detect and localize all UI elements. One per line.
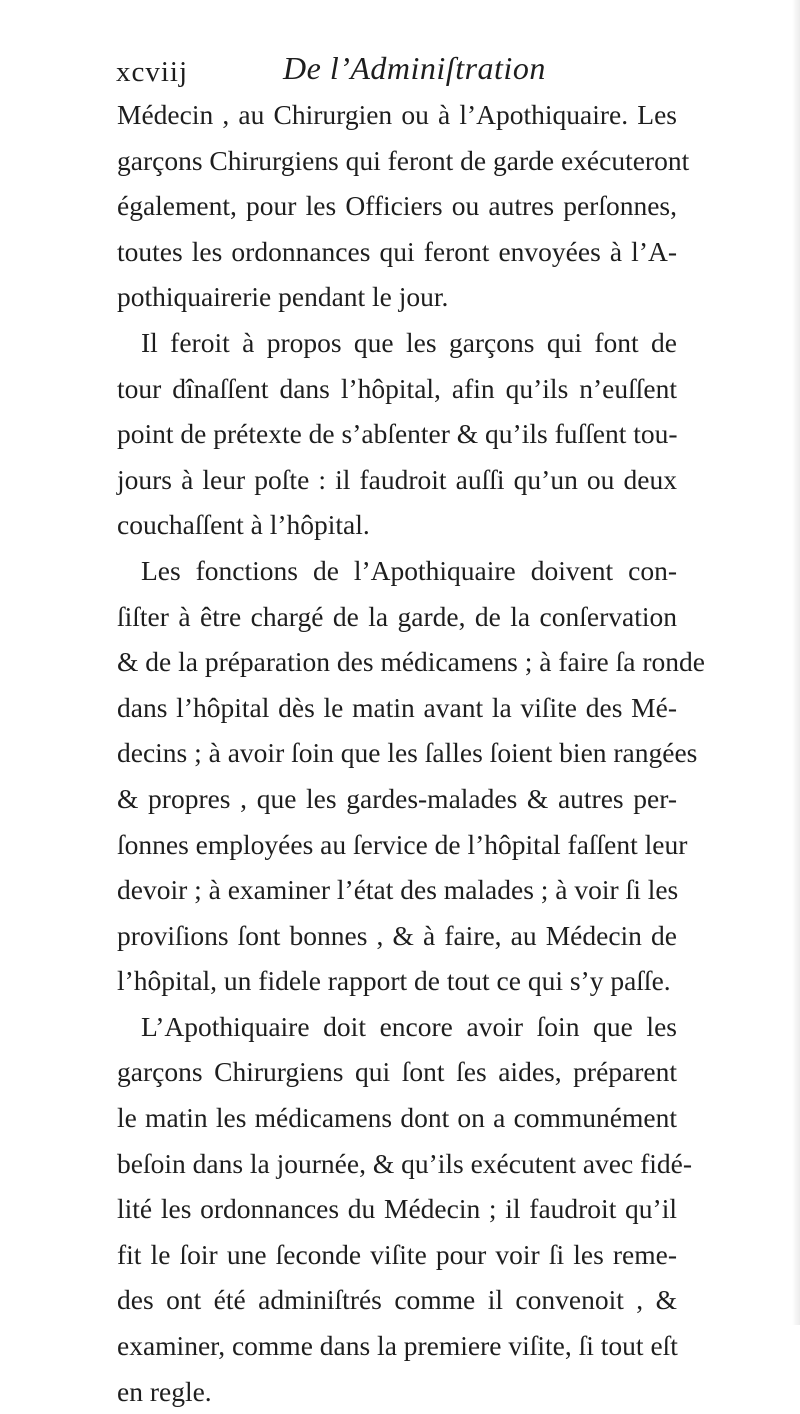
text-line: pothiquairerie pendant le jour.: [117, 281, 449, 313]
text-line: beſoin dans la journée, & qu’ils exécutent avec fidé-: [117, 1147, 692, 1179]
text-line: Les fonctions de l’Apothiquaire doivent con-: [141, 554, 677, 586]
text-line: toutes les ordonnances qui feront envoyées à l’A-: [117, 235, 677, 267]
text-line: couchaſſent à l’hôpital.: [117, 509, 370, 541]
text-line: garçons Chirurgiens qui ſont ſes aides, préparent: [117, 1056, 677, 1088]
text-line: lité les ordonnances du Médecin ; il faudroit qu’il: [117, 1193, 677, 1225]
page-number: xcviij: [116, 56, 189, 88]
body-text: [117, 92, 705, 1414]
text-line: ſonnes employées au ſervice de l’hôpital faſſent leur: [117, 828, 688, 860]
text-line: Il feroit à propos que les garçons qui font de: [141, 326, 677, 358]
text-line: des ont été adminiſtrés comme il convenoit , &: [117, 1284, 677, 1316]
text-line: garçons Chirurgiens qui feront de garde exécuteront: [117, 144, 690, 176]
text-line: decins ; à avoir ſoin que les ſalles ſoient bien rangées: [117, 737, 698, 769]
page-edge-shadow: [792, 0, 800, 1325]
text-line: devoir ; à examiner l’état des malades ; à voir ſi les: [117, 874, 679, 906]
text-line: jours à leur poſte : il faudroit auſſi qu’un ou deux: [117, 463, 677, 495]
text-line: examiner, comme dans la premiere viſite, ſi tout eſt: [117, 1330, 678, 1362]
text-line: le matin les médicamens dont on a communément: [117, 1102, 677, 1134]
text-line: en regle.: [117, 1375, 212, 1407]
running-title: De l’Adminiſtration: [283, 50, 546, 86]
text-line: dans l’hôpital dès le matin avant la viſite des Mé-: [117, 691, 677, 723]
text-line: tour dînaſſent dans l’hôpital, afin qu’ils n’euſſent: [117, 372, 677, 404]
text-line: proviſions ſont bonnes , & à faire, au Médecin de: [117, 919, 677, 951]
text-line: point de prétexte de s’abſenter & qu’ils fuſſent tou-: [117, 418, 678, 450]
text-line: ſiſter à être chargé de la garde, de la conſervation: [117, 600, 677, 632]
text-line: l’hôpital, un fidele rapport de tout ce qui s’y paſſe.: [117, 965, 671, 997]
text-line: fit le ſoir une ſeconde viſite pour voir ſi les reme-: [117, 1238, 677, 1270]
text-line: & propres , que les gardes-malades & autres per-: [117, 782, 677, 814]
text-line: L’Apothiquaire doit encore avoir ſoin que les: [141, 1010, 677, 1042]
text-line: & de la préparation des médicamens ; à faire ſa ronde: [117, 646, 705, 678]
running-head: [116, 50, 676, 94]
text-line: également, pour les Officiers ou autres perſonnes,: [117, 190, 677, 222]
text-line: Médecin , au Chirurgien ou à l’Apothiquaire. Les: [117, 99, 677, 130]
